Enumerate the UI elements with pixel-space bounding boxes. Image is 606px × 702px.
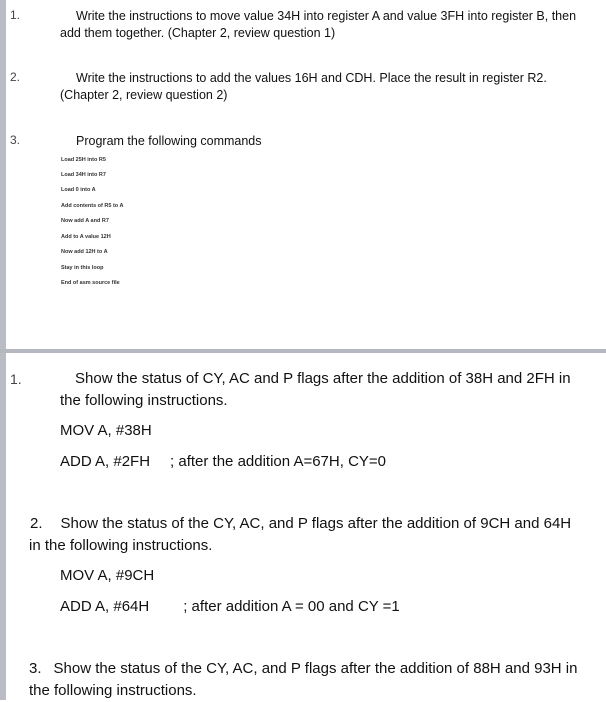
question-3-text xyxy=(29,658,604,702)
question-3-text xyxy=(60,133,600,150)
question-line: the following instructions. xyxy=(60,392,228,409)
command-line: Now add A and R7 xyxy=(61,218,109,224)
question-number: 3. xyxy=(29,660,42,677)
question-number: 2. xyxy=(10,70,21,84)
code-instruction: ADD A, #2FH xyxy=(60,453,151,470)
question-line: add them together. (Chapter 2, review question 1) xyxy=(60,26,336,40)
code-instruction: ADD A, #64H xyxy=(60,598,150,615)
question-number: 1. xyxy=(10,8,21,22)
question-2-text xyxy=(29,513,604,557)
command-line: Add to A value 12H xyxy=(61,234,111,240)
command-line: Now add 12H to A xyxy=(61,249,108,255)
code-line: MOV A, #38H xyxy=(60,422,152,439)
code-line: MOV A, #9CH xyxy=(60,567,155,584)
question-line: Program the following commands xyxy=(76,134,262,148)
question-line: Show the status of CY, AC and P flags after the addition of 38H and 2FH in xyxy=(75,370,571,387)
command-line: Load 34H into R7 xyxy=(61,172,106,178)
question-line: in the following instructions. xyxy=(29,537,213,554)
question-line-text: Show the status of the CY, AC, and P flags after the addition of 9CH and 64H xyxy=(60,515,572,532)
command-line: Load 25H into R5 xyxy=(61,157,106,163)
command-line: End of asm source file xyxy=(61,280,120,286)
question-1-text xyxy=(60,8,600,42)
command-line: Stay in this loop xyxy=(61,265,104,271)
section-divider xyxy=(0,349,606,353)
question-line: Write the instructions to move value 34H into register A and value 3FH into register B, then xyxy=(76,9,577,23)
question-line xyxy=(29,513,604,535)
question-number: 2. xyxy=(30,515,43,532)
question-line: (Chapter 2, review question 2) xyxy=(60,88,228,102)
question-2-text xyxy=(60,70,600,104)
code-line xyxy=(60,453,386,470)
question-number: 3. xyxy=(10,133,21,147)
question-line: Write the instructions to add the values 16H and CDH. Place the result in register R2. xyxy=(76,71,547,85)
question-line: the following instructions. xyxy=(29,682,197,699)
command-line: Add contents of R5 to A xyxy=(61,203,124,209)
command-line: Load 0 into A xyxy=(61,187,96,193)
question-1-text xyxy=(60,368,600,412)
code-line xyxy=(60,598,400,615)
question-line-text: Show the status of the CY, AC, and P flags after the addition of 88H and 93H in xyxy=(53,660,578,677)
question-number: 1. xyxy=(10,371,22,387)
question-line xyxy=(29,658,604,680)
code-comment: ; after the addition A=67H, CY=0 xyxy=(170,453,387,470)
code-comment: ; after addition A = 00 and CY =1 xyxy=(183,598,400,615)
